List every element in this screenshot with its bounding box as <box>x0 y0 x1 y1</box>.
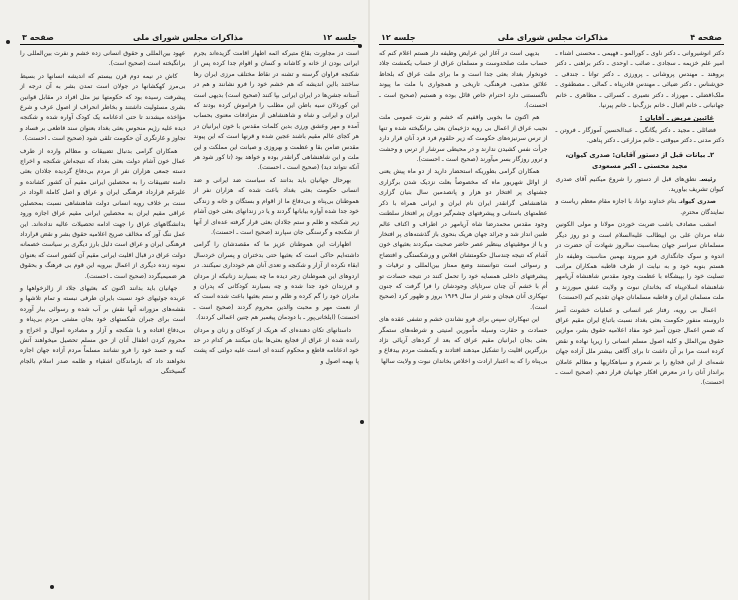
page-number: صفحه ۳ <box>22 33 54 42</box>
paragraph: همکاران گرامی بدنبال تضییقات و مظالم وارده از طرف عمال خون آشام دولت بعثی بغداد که نتیجه‌اش شکنجه و اخراج دسته جمعی هزاران نفر از مردم بی‌دفاع گردیده جلادان بعثی دامنه تضییقات را به محصلین ایرانی مقیم آن کشور کشانده و علیرغم قرارداد فرهنگی ایران و عراق و اصل کاملة الوداد در سنت بر خلاف رویه انسانی دولت شاهنشاهی نسبت بمحصلین عراقی مقیم ایران به محصلین ایرانی مقیم عراق اجازه ورود بدانشگاههای عراق را جهت ادامه تحصیلات عالیه نداده‌اند. این عمل ننگ آور که مخالف صریح اعلامیه حقوق بشر و نقض قرارداد فرهنگی ایران و عراق است دلیل بارز دیگری بر سیاست خصمانه دولت عراق در قبال اقلیت ایرانی مقیم آن کشور است که بعنوان نمونه زنده دیگری از اعمال بیرویه این قوم بی فرهنگ و بحقوق هر ضمیمیگردد (صحیح است ـ احسنت). <box>20 147 186 280</box>
paragraph: کاش در نیمه دوم قرن بیستم که اندیشه انسانها در بسیط بی‌مرز کهکشانها در جولان است تمدن بشر به آن درجه از پیشرفت رسیده بود که حکومتها نیز مثل افراد در مقابل قوانین بشری مسئولیت داشتند و بخاطر انحراف از اصول عرف و شرع مؤاخذه میشدند تا حتی ادعانامه یک کودک آواره شده و شکنجه دیده علیه رژیم منحوس بعثی بغداد بعنوان سند قاطعی بر فساد و تجاوز و غارتگری آن حکومت تلقی شود (صحیح است ـ احسنت). <box>20 72 186 143</box>
paragraph: است در مجاورت بقاع متبرکه ائمه اطهار اقامت گزیده‌اند بجرم ایرانی بودن از خانه و کاشانه و کسان و اقوام جدا کرده پس از شکنجه فراوان گرسنه و تشنه در نقاط مختلف مرزی ایران رها ساختند بااین اندیشه که هم خشم خود را فرو نشانند و هم در آستانه جشن‌ها در ایران ایراتی بپا کنند (صحیح است) بدیهی است این کوردلان سیه باطن این مطلب را فراموش کرده بودند که ایران و ایرانی و شاه و شاهنشاهی از مترادفات معنوی بحساب آمده و مهر وعشق ورزی بدین کلمات مقدس با خون ایرانیان در هر کجای عالم مقیم باشند عجین شده و قرنها است که این پیوند مقدس ضامن بقا و عظمت و بهروزی و صیانت این مملکت و این ملت و این شاهنشاهی گرانقدر بوده و خواهد بود (تا کور شود هر آنکه نتواند دید) (صحیح است ـ احسنت). <box>193 50 359 172</box>
page-header <box>379 28 724 45</box>
paragraph: همکاران گرامی بطوریکه استحضار دارید از دو ماه پیش یعنی از اوائل شهریور ماه که مخصوصاً بعلت نزدیک شدن برگزاری جشنهای پر افتخار دو هزار و پانصدمین سال بنیان گزاری شاهنشاهی گرانقدر ایران نام ایران و ایرانی همراه با ذکر عظمتهای باستانی و پیشرفتهای چشم‌گیر دوران پر افتخار سلطنت وجود مقدس محمدرضا شاه آریامهر در اطراف و اکناف عالم طنین انداز شد و جرائد جهان هریک بنحوی باز گذشته‌های پر افتخار و یا از موفقیتهای بینظیر عصر حاضر صحبت میکردند بعثیهای خون آشام که نتیجه چندسال حکومتشان افلاس و ورشکستگی و افتضاح و رسوائی است نتوانستند وضع ممتاز بین‌المللی و ترقیات و پیشرفتهای داخلی همسایه خود را تحمل کنند در نتیجه حسادت تو أم با خشم آن چنان سرتاپای وجودشان را فرا گرفت که جنون تبهکاری آنان هیجان و شتر از سال ۱۹۶۹ بروز و ظهور کرد (صحیح است). <box>379 168 548 311</box>
paragraph: هم اکنون ما بخوبی واقفیم که خشم و نفرت عمومی ملت نجیب عراق از اعمال بی رویه دژخیمان بعثی برانگیخته شده و تنها از ترس سرنیزه‌های حکومت که زیر حلقوم فرد فرد آنان قرار دارد جرأت نفس کشیدن ندارند و در محیطی سرشار از ترس و وحشت و ترور روزگار بسر میآورند (صحیح است ـ احسنت). <box>379 114 548 164</box>
column-left <box>379 49 548 391</box>
section-title-line-1: ۲ـ بیانات قبل از دستور آقایان: صدری کیوان، <box>565 150 715 159</box>
paragraph: بهرحال جهانیان باید بدانند که سیاست ضد ایرانی و ضد انسانی حکومت بعثی بغداد باعث شده که هزاران نفر از هموطنان بی‌پناه و بی‌دفاع ما از اقوام و بستگان و خانه و زندگی خود جدا شده آواره بیابانها گردند و یا در زندانهای بعثی خون آشام زیر شکنجه و ظلم و ستم جلادان بعثی قرار گرفته عده‌ای از آنها از شکنجه و گرسنگی جان سپارند (صحیح است ـ احسنت). <box>193 176 359 236</box>
page-header <box>20 28 359 45</box>
paragraph: جهانیان باید بدانند اکنون که بعثیهای جلاد از زالزخواهها و عربده جوئیهای خود نسبت بایران طرفی نبسته و تمام تلاشها و نقشه‌های مزورانه آنها نقش بر آب شده و رسوائی ببار آورده است برای جبران شکستهای خود بجان مشتی مردم بی‌پناه و بی‌دفاع افتاده و با شکنجه و آزار و مصادره اموال و اخراج و محروم کردن اطفال آنان از حق مسلم تحصیل میخواهند آتش کینه و حسد خود را فرو نشانند مسلماً مردم آزاده جهان اجازه نخواهند داد که بازماندگان اشقیاء و ظلمه صدر اسلام بالجام گسیختگی <box>20 284 186 376</box>
session-label: جلسه ۱۲ <box>322 33 357 42</box>
publication-title: مذاکرات مجلس شورای ملی <box>497 33 609 42</box>
attendance-list: دکتر انوشیروانی ـ دکتر ناوی ـ کورالمو ـ فهیمی ـ محسنی اشناء ـ امیر علم خزیمه ـ سجادی ـ صائب ـ اوحدی ـ دکتر براهنی ـ دکتر بروهند ـ مهندس پروشانی ـ پرورزی ـ دکتر توانا ـ جندقی ـ حق‌شناس ـ دکتر ضیائی ـ مهندس قادرپناه ـ کمالی ـ مصطفوی ـ ملک‌افضلی ـ مهرزاد ـ دکتر نصیری ـ کسرائی ـ مظاهری ـ خانم جهانبانی ـ خانم اقبال ـ خانم بزرگ‌نیا ـ خانم پیرنیا. <box>555 50 724 110</box>
page-number: صفحه ۴ <box>690 33 722 42</box>
section-title-line-2: مجید محسنی ـ اکبر مسعودی <box>592 161 688 170</box>
speech-entry <box>556 175 725 196</box>
column-left <box>20 49 186 380</box>
page-4 <box>369 0 738 600</box>
speech-text: ـ بنام خداوند توانا، با اجازه مقام معظم ریاست و نمایندگان محترم. <box>555 198 724 216</box>
paragraph: اظهارات این هموطنان عزیز ما که مقصدشان را گرامی داشته‌ایم حاکی است که بعثیها حتی بدختران و پسران خردسال ابقاء نکرده از آزار و شکنجه و تعدی آنان هم خودداری نمیکنند. در اردوهای این هموطنان زجر دیده ما چه بسیارند زنانیکه از مردان و فرزندان خود جدا شده و چه بسیارند کودکانی که پدران و مادران خود را گم کرده و ظلم و ستم بعثیها باعث شده است که از نعمت مهر و محبت والدین محروم گردند (صحیح است ـ احسنت) (ایلخانی‌پور ـ با دودمان پیغمبر هم چنین اعمالی کردند). <box>193 241 359 322</box>
column-right <box>194 49 360 380</box>
speech-text: ـ نطق‌های قبل از دستور را شروع میکنیم آقای صدری کیوان تشریف بیاورید. <box>555 175 724 194</box>
paragraph: امشب مصادف باشب ضربت خوردن مولانا و مولی الکونین شاه مردان علی بن ابیطالب علیه‌السلام است و دو روز دیگر مسلمانان سراسر جهان بمناسبت سالروز شهادت آن حضرت در اندوه و سوک جانگدازی فرو میروند بهمین مناسبت وظیفه دار هستم بنوبه خود و به نیابت از طرف قاطبه همکاران مراتب تسلیت خود را بپیشگاه با عظمت وجود مقدس شاهنشاه آریامهر شاهنشاه اسلام‌پناه که بخاندان نبوت و ولایت عشق میورزند و ملت مسلمان ایران و قاطبه مسلمانان جهان تقدیم کنم (احسنت) <box>555 221 724 302</box>
absent-heading: غائبین مریض ـ آقایان : <box>639 114 714 123</box>
paragraph: بدیهی است در آغاز این عرایض وظیفه دار هستم اعلام کنم که حساب ملت صلحدوست و مسلمان عراق از حساب یکمشت جلاد خونخوار بغداد بعثی جدا است و ما برای ملت عراق که بلحاظ علائق مذهبی، فرهنگی، تاریخی و همجواری با ملت ما پیوند ناگسستنی دارد احترام خاص قائل بوده و هستیم (صحیح است ـ احسنت). <box>379 50 548 110</box>
scan-mark <box>358 44 362 48</box>
section-title <box>556 150 725 172</box>
paragraph: اعمال بی رویه، رفتار غیر انسانی و عملیات خشونت آمیز داروسته منفور حکومت بعثی بغداد نسبت باتباع ایران مقیم عراق که ضمن اعمال جنون آمیز خود مفاد اعلامیه حقوق بشر، موازین حقوق بین‌الملل و کلیه اصول مسلم انسانی را زیرپا نهاده و نقض کرده است مرا بر آن داشت تا برای آگاهی بیشتر ملل آزاده جهان شمه‌ای از این فجایع را بر شمرم و سیاهکاریها و مظالم عاملان برانداز آنان را در معرض افکار جهانیان قرار دهم. (صحیح است ـ احسنت). <box>555 306 724 387</box>
scan-mark <box>50 585 54 589</box>
paragraph: این تبهکاران سپس برای فرو نشاندن خشم و تشفی عقده های حسادت و حقارت وسیله مأمورین امنیتی و شرطه‌های ستمگر بعثی بجان ایرانیان مقیم عراق که بعد از کردهای آریائی نژاد بزرگترین اقلیت را تشکیل میدهند افتادند و یکمشت مردم بیدفاع و بی‌پناه را که به اعتبار ارادت و اخلاص بخاندان نبوت و ولایت سالها <box>379 316 548 365</box>
speech-entry <box>556 197 725 218</box>
publication-title: مذاکرات مجلس شورای ملی <box>132 33 244 42</box>
speaker-name: رئیس <box>701 175 716 183</box>
paragraph: عهود بین‌المللی و حقوق انسانی زده خشم و نفرت بین‌المللی را برانگیخته است (صحیح است). <box>20 50 186 68</box>
session-label: جلسه ۱۲ <box>381 33 416 42</box>
page-gutter <box>368 0 370 600</box>
paragraph: داستانهای تکان دهنده‌ای که هریک از کودکان و زنان و مردان رانده شده از عراق از فجایع بعثی‌ها بیان میکنند هر کدام در حد خود ادعانامه قاطع و محکوم کننده ای است علیه دولتی که پشت پا بهمه اصول و <box>193 326 359 365</box>
scan-mark <box>6 40 10 44</box>
text-columns <box>20 49 359 380</box>
speaker-name: صدری کیوان <box>680 198 716 206</box>
absent-list: فضائلی ـ مجید ـ دکتر یگانگی ـ عبدالحسین آموزگار ـ فروتن ـ دکتر مدنی ـ دکتر میوقتی ـ خانم مزارعی ـ دکتر پناهی. <box>555 126 724 145</box>
text-columns <box>379 49 724 391</box>
scan-mark <box>360 420 364 424</box>
column-right <box>556 49 725 391</box>
